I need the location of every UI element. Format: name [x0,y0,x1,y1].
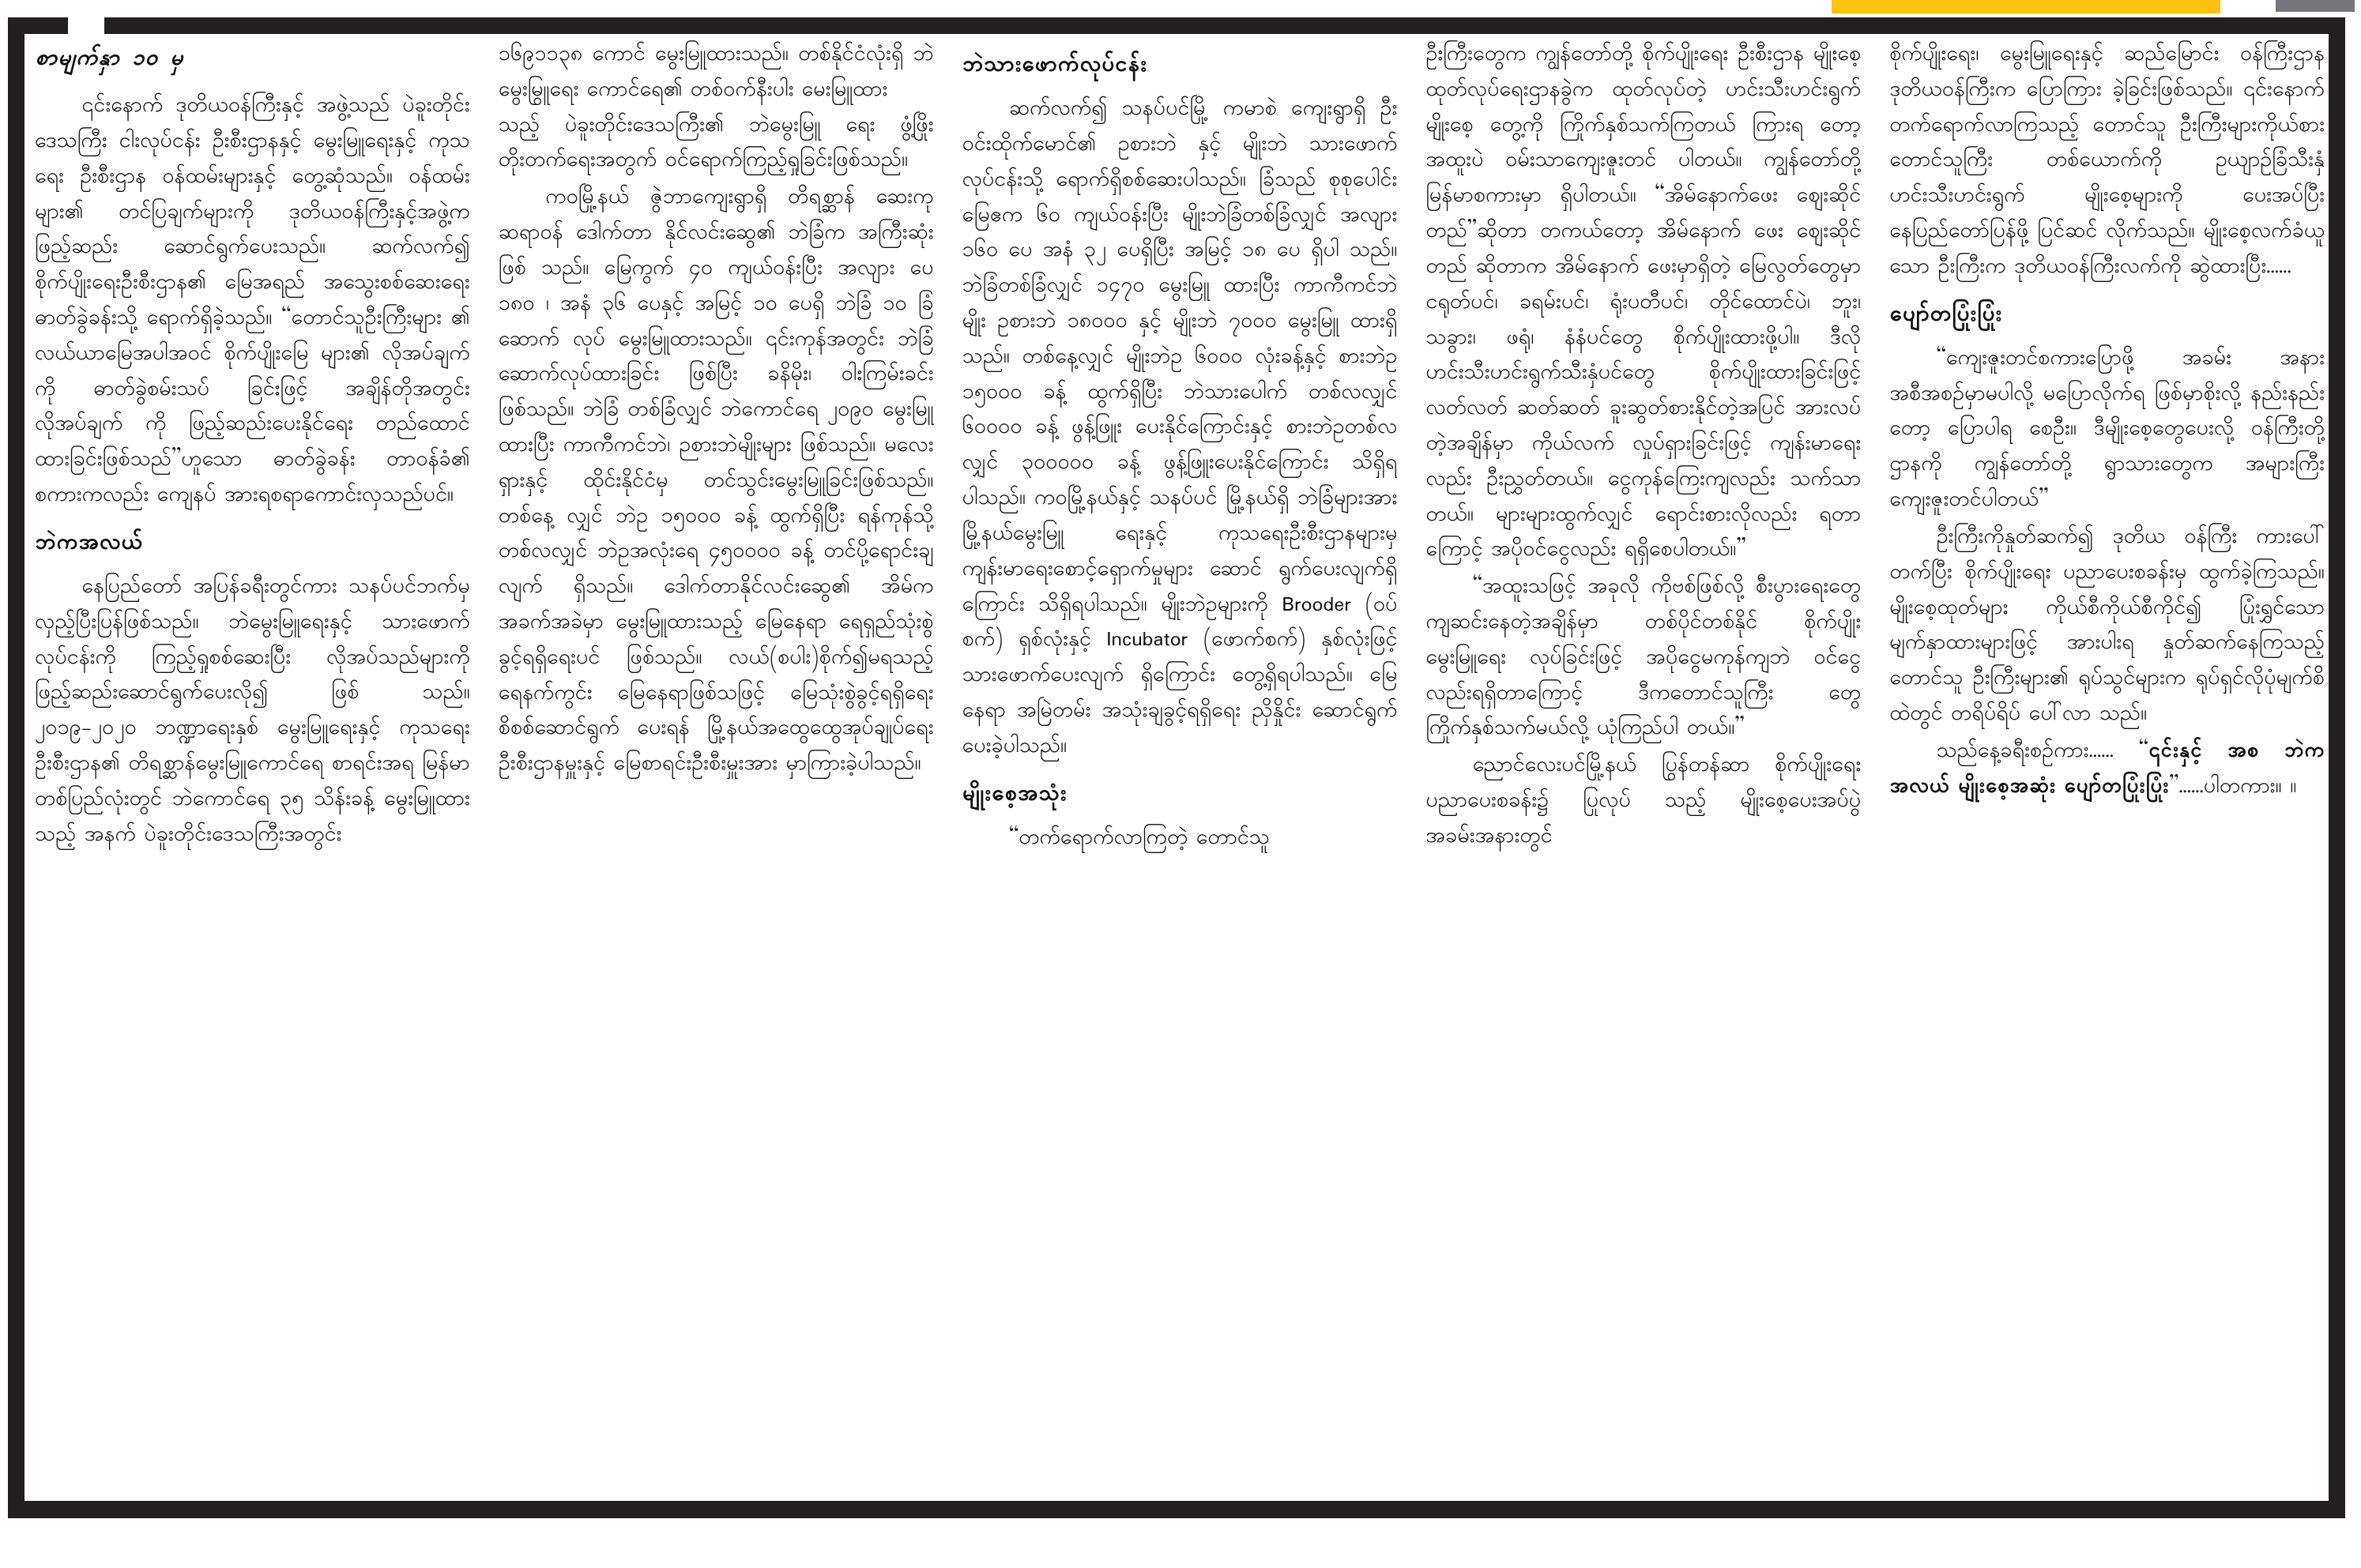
emphasis-text: ၎င်းနှင့် [2148,735,2203,768]
body-paragraph: ဆက်လက်၍ သနပ်ပင်မြို့ ကမာစဲ ကျေးရွာရှိ ဦးဝင်းထိုက်မောင်၏ ဥစားဘဲ နှင့် မျိုးဘဲ သားဖောက်လုပ်ငန်းသို့ ရောက်ရှိစစ်ဆေးပါသည်။ ခြံသည် စုစုပေါင်း မြေဧက ၆၀ ကျယ်ဝန်းပြီး မျိုးဘဲခြံတစ်ခြံလျှင် အလျား ၁၆၀ ပေ အနံ ၃၂ ပေရှိပြီး အမြင့် ၁၈ ပေ ရှိပါ သည်။ဘဲခြံတစ်ခြံလျှင် ၁၄၇၀ မွေးမြူ ထားပြီး ကာကီကင်ဘဲမျိုး ဥစားဘဲ ၁၈၀၀၀ နှင့် မျိုးဘဲ ၇၀၀၀ မွေးမြူ ထားရှိသည်။ တစ်နေ့လျှင် မျိုးဘဲဥ ၆၀၀၀ လုံးခန့်နှင့် စားဘဲဥ ၁၅၀၀၀ ခန့် ထွက်ရှိပြီး ဘဲသားပေါက် တစ်လလျှင် ၆၀၀၀၀ ခန့် ဖွန့်ဖြူး ပေးနိုင်ကြောင်းနှင့် စားဘဲဥတစ်လလျှင် ၃၀၀၀၀၀ ခန့် ဖွန့်ဖြူးပေးနိုင်ကြောင်း သိရှိရပါသည်။ ကဝမြို့နယ်နှင့် သနပ်ပင် မြို့နယ်ရှိ ဘဲခြံများအား မြို့နယ်မွေးမြူ ရေးနှင့် ကုသရေးဦးစီးဌာနများမှ ကျန်းမာရေးစောင့်ရှောက်မှုများ ဆောင် ရွက်ပေးလျက်ရှိကြောင်း သိရှိရပါသည်။ မျိုးဘဲဥများကို Brooder (ဝပ်စက်) ရှစ်လုံးနှင့် Incubator (ဖောက်စက်) နှစ်လုံးဖြင့် သားဖောက်ပေးလျက် ရှိကြောင်း တွေ့ရှိရပါသည်။ မြေနေရာ အမြဲတမ်း အသုံးချခွင့်ရရှိရေး ညှိနှိုင်း ဆောင်ရွက်ပေးခဲ့ပါသည်။ [962,94,1398,763]
frame-border-bottom [8,1501,2345,1518]
column-2 [499,38,934,1498]
section-subheading: ဘဲသားဖောက်လုပ်ငန်း [962,49,1147,83]
body-paragraph: သည်နေ့ခရီးစဉ်ကား...... “၎င်းနှင့် အစ ဘဲကအလယ် မျိုးစေ့အဆုံး ပျော်တပြုံးပြုံး”......ပါတကား။ ။ [1889,735,2325,803]
emphasis-text: အစ [2227,735,2259,768]
body-paragraph: ကဝမြို့နယ် ဇွဲဘာကျေးရွာရှိ တိရစ္ဆာန် ဆေးကုဆရာဝန် ဒေါက်တာ နိုင်လင်းဆွေ၏ ဘဲခြံက အကြီးဆုံးဖြစ် သည်။ မြေကွက် ၄၀ ကျယ်ဝန်းပြီး အလျား ပေ ၁၈၀ ၊ အနံ ၃၆ ပေနှင့် အမြင့် ၁၀ ပေရှိ ဘဲခြံ ၁၀ ခြံ ဆောက် လုပ် မွေးမြူထားသည်။ ၎င်းကုန်အတွင်း ဘဲခြံဆောက်လုပ်ထားခြင်း ဖြစ်ပြီး ခနိမိုး၊ ဝါးကြမ်းခင်းဖြစ်သည်။ ဘဲခြံ တစ်ခြံလျှင် ဘဲကောင်ရေ ၂၀၉၀ မွေးမြူ ထားပြီး ကာကီကင်ဘဲ၊ ဉစားဘဲမျိုးများ ဖြစ်သည်။ မလေးရှားနှင့် ထိုင်းနိုင်ငံမှ တင်သွင်းမွေးမြူခြင်းဖြစ်သည်။ တစ်နေ့ လျှင် ဘဲဥ ၁၅၀၀၀ ခန့် ထွက်ရှိပြီး ရန်ကုန်သို့ တစ်လလျှင် ဘဲဥအလုံးရေ ၄၅၀၀၀၀ ခန့် တင်ပို့ရောင်းချလျက် ရှိသည်။ ဒေါက်တာနိုင်လင်းဆွေ၏ အိမ်ကအခက်အခဲမှာ မွေးမြူထားသည့် မြေနေရာ ရေရှည်သုံးစွဲခွင့်ရရှိရေးပင် ဖြစ်သည်။ လယ်(စပါး)စိုက်၍မရသည့် ရေနက်ကွင်း မြေနေရာဖြစ်သဖြင့် မြေသုံးစွဲခွင့်ရရှိရေး စိစစ်ဆောင်ရွက် ပေးရန် မြို့နယ်အထွေထွေအုပ်ချုပ်ရေး ဦးစီးဌာနမှူးနှင့် မြေစာရင်းဦးစီးမှူးအား မှာကြားခဲ့ပါသည်။ [498,182,934,781]
top-yellow-accent-bar [1832,0,2220,13]
top-grey-chip [2276,0,2355,12]
body-paragraph: “အထူးသဖြင့် အခုလို ကိုဗစ်ဖြစ်လို့ စီးပွားရေးတွေ ကျဆင်းနေတဲ့အချိန်မှာ တစ်ပိုင်တစ်နိုင် စိုက်ပျိုးမွေးမြူရေး လုပ်ခြင်းဖြင့် အပိုငွေမကုန်ကျဘဲ ဝင်ငွေ လည်းရရှိတာကြောင့် ဒီကတောင်သူကြီး တွေ ကြိုက်နှစ်သက်မယ်လို့ ယုံကြည်ပါ တယ်။” [1425,572,1862,746]
emphasis-text: ဘဲကအလယ် [1889,735,2325,803]
body-paragraph: ၁၆၉၁၁၃၈ ကောင် မွေးမြူထားသည်။ တစ်နိုင်ငံလုံးရှိ ဘဲမွေးမြူရေး ကောင်ရေ၏ တစ်ဝက်နီးပါး မွေးမြူထား သည့် ပဲခူးတိုင်းဒေသကြီး၏ ဘဲမွေးမြူ ရေး ဖွံ့ဖြိုးတိုးတက်ရေးအတွက် ဝင်ရောက်ကြည့်ရှုခြင်းဖြစ်သည်။ [498,39,934,178]
body-paragraph: ညောင်လေးပင်မြို့နယ် ပြွန်တန်ဆာ စိုက်ပျိုးရေးပညာပေးစခန်း၌ ပြုလုပ် သည့် မျိုးစေ့ပေးအပ်ပွဲ အခမ်းအနားတွင် [1425,750,1862,853]
frame-border-left [8,17,24,1501]
body-paragraph: ၎င်းနောက် ဒုတိယဝန်ကြီးနှင့် အဖွဲ့သည် ပဲခူးတိုင်းဒေသကြီး ငါးလုပ်ငန်း ဦးစီးဌာနနှင့် မွေးမြူရေးနှင့် ကုသရေး ဦးစီးဌာန ဝန်ထမ်းများနှင့် တွေ့ဆုံသည်။ ဝန်ထမ်းများ၏ တင်ပြချက်များကို ဒုတိယဝန်ကြီးနှင့်အဖွဲ့က ဖြည့်ဆည်း ဆောင်ရွက်ပေးသည်။ ဆက်လက်၍ စိုက်ပျိုးရေးဦးစီးဌာန၏ မြေအရည် အသွေးစစ်ဆေးရေး ဓာတ်ခွဲခန်းသို့ ရောက်ရှိခဲ့သည်။ “တောင်သူဦးကြီးများ ၏ လယ်ယာမြေအပါအဝင် စိုက်ပျိုးမြေ များ၏ လိုအပ်ချက်ကို ဓာတ်ခွဲစမ်းသပ် ခြင်းဖြင့် အချိန်တိုအတွင်း လိုအပ်ချက် ကို ဖြည့်ဆည်းပေးနိုင်ရေး တည်ထောင် ထားခြင်းဖြစ်သည်”ဟူသော ဓာတ်ခွဲခန်း တာဝန်ခံ၏ စကားကလည်း ကျေနပ် အားရစရာကောင်းလှသည်ပင်။ [35,91,470,513]
section-subheading: ပျော်တပြုံးပြုံး [1889,298,2002,333]
body-paragraph: နေပြည်တော် အပြန်ခရီးတွင်ကား သနပ်ပင်ဘက်မှ လှည့်ပြီးပြန်ဖြစ်သည်။ ဘဲမွေးမြူရေးနှင့် သားဖောက်လုပ်ငန်းကို ကြည့်ရှုစစ်ဆေးပြီး လိုအပ်သည်များကို ဖြည့်ဆည်းဆောင်ရွက်ပေးလို၍ ဖြစ် သည်။ ၂၀၁၉-၂၀၂၀ ဘဏ္ဍာရေးနှစ် မွေးမြူရေးနှင့် ကုသရေးဦးစီးဌာန၏ တိရစ္ဆာန်မွေးမြူကောင်ရေ စာရင်းအရ မြန်မာတစ်ပြည်လုံးတွင် ဘဲကောင်ရေ ၃၅ သိန်းခန့် မွေးမြူထားသည့် အနက် ပဲခူးတိုင်းဒေသကြီးအတွင်း [35,572,470,852]
frame-border-right [2329,34,2345,1501]
article-columns [35,38,2325,1498]
column-3 [962,38,1398,1498]
body-paragraph: စိုက်ပျိုးရေး၊ မွေးမြူရေးနှင့် ဆည်မြောင်း ဝန်ကြီးဌာန ဒုတိယဝန်ကြီးက ပြောကြား ခဲ့ခြင်းဖြစ်သည်။ ၎င်းနောက် တက်ရောက်လာကြသည့် တောင်သူ ဦးကြီးများကိုယ်စား တောင်သူကြီး တစ်ယောက်ကို ဥယျာဉ်ခြံသီးနှံ ဟင်းသီးဟင်းရွက် မျိုးစေ့များကို ပေးအပ်ပြီး နေပြည်တော်ပြန်ဖို့ ပြင်ဆင် လိုက်သည်။ မျိုးစေ့လက်ခံယူသော ဦးကြီးက ဒုတိယဝန်ကြီးလက်ကို ဆွဲထားပြီး...... [1889,39,2325,284]
section-subheading: ဘဲကအလယ် [35,526,143,561]
frame-border-top-right [104,17,2345,34]
emphasis-text: မျိုးစေ့အဆုံး [1957,771,2056,803]
body-paragraph: “ကျေးဇူးတင်စကားပြောဖို့ အခမ်း အနား အစီအစဉ်မှာမပါလို့ မပြောလိုက်ရ ဖြစ်မှာစိုးလို့ နည်းနည်းတော့ ပြောပါရ စေဦး။ ဒီမျိုးစေ့တွေပေးလို့ ဝန်ကြီးတို့ ဌာနကို ကျွန်တော်တို့ ရွာသားတွေက အများကြီးကျေးဇူးတင်ပါတယ်” [1889,343,2325,517]
section-subheading: မျိုးစေ့အသုံး [962,777,1068,812]
emphasis-text: ပျော်တပြုံးပြုံး [2064,771,2170,803]
column-1 [35,38,470,1498]
article-kicker: စာမျက်နှာ ၁၀ မှ [35,43,183,77]
body-paragraph: ဦးကြီးကိုနှုတ်ဆက်၍ ဒုတိယ ဝန်ကြီး ကားပေါ်တက်ပြီး စိုက်ပျိုးရေး ပညာပေးစခန်းမှ ထွက်ခဲ့ကြသည်။ မျိုးစေ့ထုတ်များ ကိုယ်စီကိုယ်စီကိုင်၍ ပြုံးရွှင်သော မျက်နှာထားများဖြင့် အားပါးရ နှုတ်ဆက်နေကြသည့် တောင်သူ ဦးကြီးများ၏ ရုပ်သွင်များက ရုပ်ရှင်လိုပုံမျက်စိထဲတွင် တရိပ်ရိပ် ပေါ်လာ သည်။ [1889,521,2325,731]
body-paragraph: “တက်ရောက်လာကြတဲ့ တောင်သူ [1008,822,1270,855]
body-paragraph: ဦးကြီးတွေက ကျွန်တော်တို့ စိုက်ပျိုးရေး ဦးစီးဌာန မျိုးစေ့ထုတ်လုပ်ရေးဌာနခွဲက ထုတ်လုပ်တဲ့ ဟင်းသီးဟင်းရွက်မျိုးစေ့ တွေ့ကို ကြိုက်နှစ်သက်ကြတယ် ကြားရ တော့ အထူးပဲ ဝမ်းသာကျေးဇူးတင် ပါတယ်။ ကျွန်တော်တို့ မြန်မာစကားမှာ ရှိပါတယ်။ “အိမ်နောက်ဖေး ဈေးဆိုင် တည်”ဆိုတာ တကယ်တော့ အိမ်နောက် ဖေး ဈေးဆိုင်တည် ဆိုတာက အိမ်နောက် ဖေးမှာရှိတဲ့ မြေလွတ်တွေမှာ ငရုတ်ပင်၊ ခရမ်းပင်၊ ရုံးပတီပင်၊ တိုင်ထောင်ပဲ၊ ဘူး၊ သခွား၊ ဖရုံ၊ နံနံပင်တွေ စိုက်ပျိုးထားဖို့ပါ။ ဒီလို ဟင်းသီးဟင်းရွက်သီးနှံပင်တွေ စိုက်ပျိုးထားခြင်းဖြင့် လတ်လတ် ဆတ်ဆတ် ခူးဆွတ်စားနိုင်တဲ့အပြင် အားလပ်တဲ့အချိန်မှာ ကိုယ်လက် လှုပ်ရှားခြင်းဖြင့် ကျန်းမာရေးလည်း ဦးညွှတ်တယ်။ ငွေကုန်ကြေးကျလည်း သက်သာတယ်။ များများထွက်လျှင် ရောင်းစားလိုလည်း ရတာကြောင့် အပိုဝင်ငွေလည်း ရရှိစေပါတယ်။” [1425,39,1862,567]
column-5 [1889,38,2325,1498]
column-4 [1425,38,1861,1498]
